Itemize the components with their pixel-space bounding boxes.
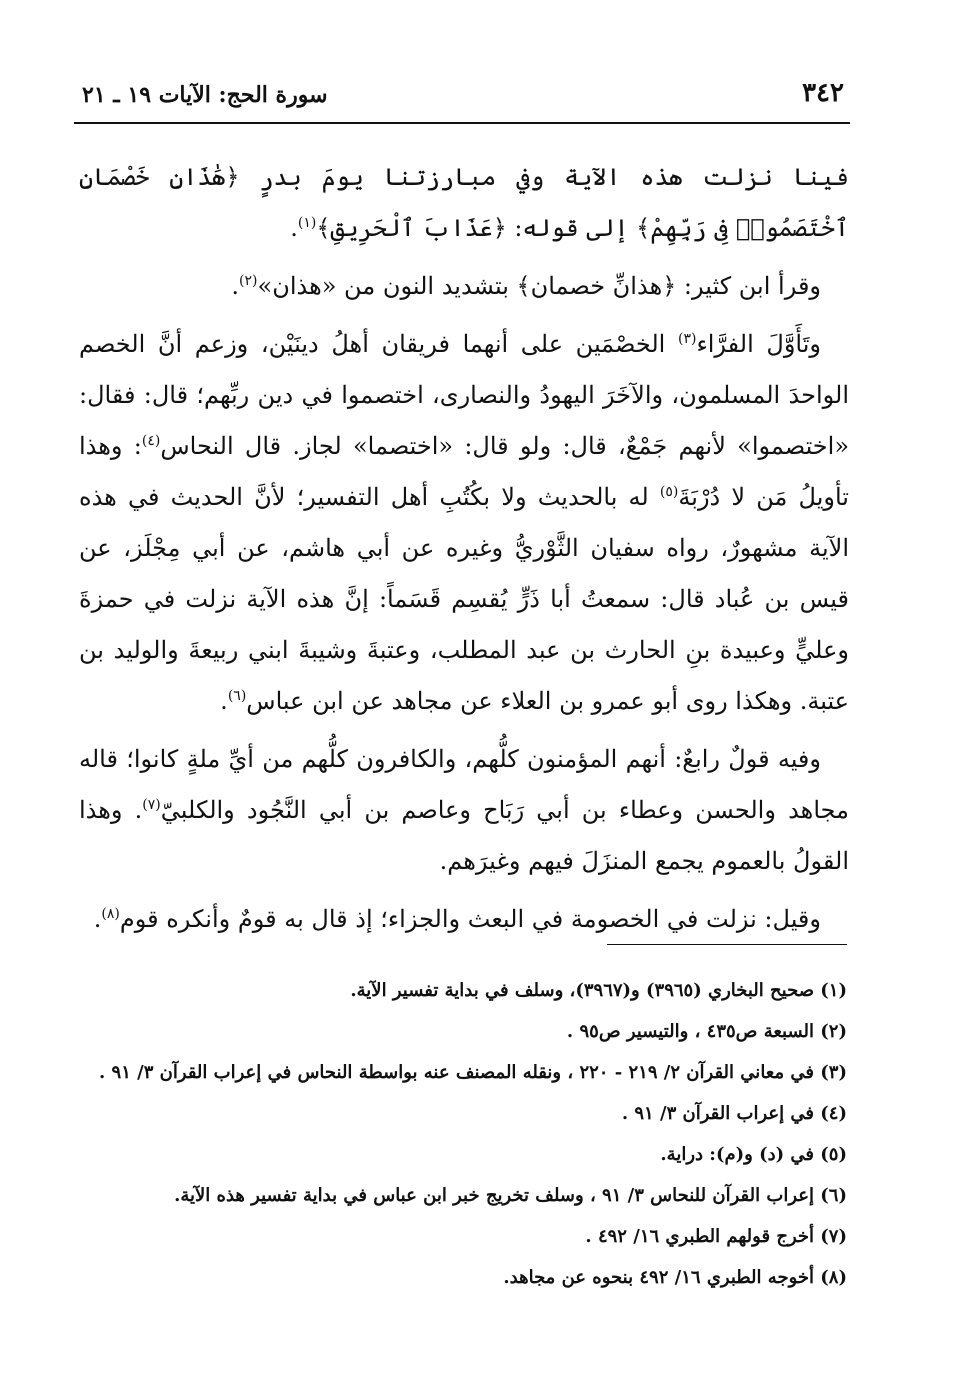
period: . [220, 687, 228, 715]
header-rule [74, 122, 850, 124]
paragraph-text: وفيه قولٌ رابعٌ: أنهم المؤمنون كلُّهم، والكافرون كلُّهم من أيِّ ملةٍ كانوا؛ قاله مجاهد والحسن وعطاء بن أبي رَبَاح وعاصم بن أبي النَّجُود والكلبيّ [79, 745, 849, 824]
paragraph-text: فينا نزلت هذه الآية وفي مبارزتنا يومَ بدرٍ ﴿هَٰذَانِ خَصْمَانِ ٱخْتَصَمُوا۟ فِى رَبِّهِمْ﴾ إلى قوله: ﴿عَذَابَ ٱلْحَرِيقِ﴾ [79, 163, 849, 242]
paragraph-3 [79, 319, 849, 727]
footnote: (٥) في (د) و(م): دراية. [660, 1144, 847, 1165]
footnote-marker[interactable]: (٨) [101, 906, 120, 922]
footnote: (٣) في معاني القرآن ٢/ ٢١٩ - ٢٢٠ ، ونقله المصنف عنه بواسطة النحاس في إعراب القرآن ٣/ ٩١ . [99, 1062, 847, 1083]
paragraph-text: الخصْمَين على أنهما فريقان أهلُ دينَيْن، وزعم أنَّ الخصم الواحدَ المسلمون، والآخَرَ اليهودُ والنصارى، اختصموا في دين ربِّهم؛ قال: فقال: «اختصموا» لأنهم جَمْعٌ، قال: ولو قال: «اختصما» لجاز. قال النحاس [79, 330, 849, 460]
main-text [79, 152, 849, 945]
paragraph-text: : وهذا تأويلُ مَن لا دُرْبَةَ [79, 432, 849, 511]
footnote-marker[interactable]: (٦) [227, 688, 247, 704]
paragraph-1 [79, 152, 849, 254]
footnote: (٨) أخوجه الطبري ١٦/ ٤٩٢ بنحوه عن مجاهد. [503, 1267, 847, 1288]
paragraph-text: . وهذا القولُ بالعموم يجمع المنزَلَ فيهم وغيرَهم. [79, 796, 849, 875]
footnote-marker[interactable]: (٣) [677, 331, 697, 347]
running-title: سورة الحج: الآيات ١٩ ـ ٢١ [82, 82, 328, 108]
footnote: (١) صحيح البخاري (٣٩٦٥) و(٣٩٦٧)، وسلف في بداية تفسير الآية. [350, 980, 847, 1001]
paragraph-2 [79, 261, 849, 312]
paragraph-text: له بالحديث ولا بكُتُبِ أهل التفسير؛ لأنَّ الحديث في هذه الآية مشهورٌ، رواه سفيان الثَّوْريُّ وغيره عن أبي هاشم، عن أبي مِجْلَز، عن قيس بن عُباد قال: سمعتُ أبا ذَرٍّ يُقسِم قَسَماً: إنَّ هذه الآية نزلت في حمزةَ وعليٍّ وعبيدة بنِ الحارث بن عبد المطلب، وعتبةَ وشيبةَ ابني ربيعةَ والوليد بن عتبة. وهكذا روى أبو عمرو بن العلاء عن مجاهد عن ابن عباس [79, 483, 849, 715]
footnote: (٤) في إعراب القرآن ٣/ ٩١ . [621, 1103, 847, 1124]
footnote: (٧) أخرج قولهم الطبري ١٦/ ٤٩٢ . [585, 1226, 847, 1247]
period: . [231, 272, 240, 300]
page-number: ٣٤٢ [802, 78, 844, 108]
footnotes [87, 978, 847, 1306]
page-header [76, 76, 848, 120]
paragraph-text: وقيل: نزلت في الخصومة في البعث والجزاء؛ إذ قال به قومٌ وأنكره قوم [119, 905, 821, 933]
footnote-marker[interactable]: (٤) [141, 433, 161, 449]
footnote: (٦) إعراب القرآن للنحاس ٣/ ٩١ ، وسلف تخريج خبر ابن عباس في بداية تفسير هذه الآية. [174, 1185, 847, 1206]
footnote-rule [607, 944, 847, 945]
period: . [290, 214, 298, 242]
footnote-marker[interactable]: (٢) [239, 273, 258, 289]
period: . [93, 905, 102, 933]
footnote-marker[interactable]: (١) [297, 215, 317, 231]
paragraph-text: وقرأ ابن كثير: ﴿هذانِّ خصمان﴾ بتشديد النون من «هذان» [257, 272, 821, 300]
paragraph-text: وتَأَوَّلَ الفرَّاء [696, 330, 821, 358]
footnote: (٢) السبعة ص٤٣٥ ، والتيسير ص٩٥ . [566, 1021, 847, 1042]
paragraph-5 [79, 894, 849, 945]
paragraph-4 [79, 734, 849, 887]
footnote-marker[interactable]: (٥) [659, 484, 679, 500]
footnote-marker[interactable]: (٧) [142, 797, 161, 813]
